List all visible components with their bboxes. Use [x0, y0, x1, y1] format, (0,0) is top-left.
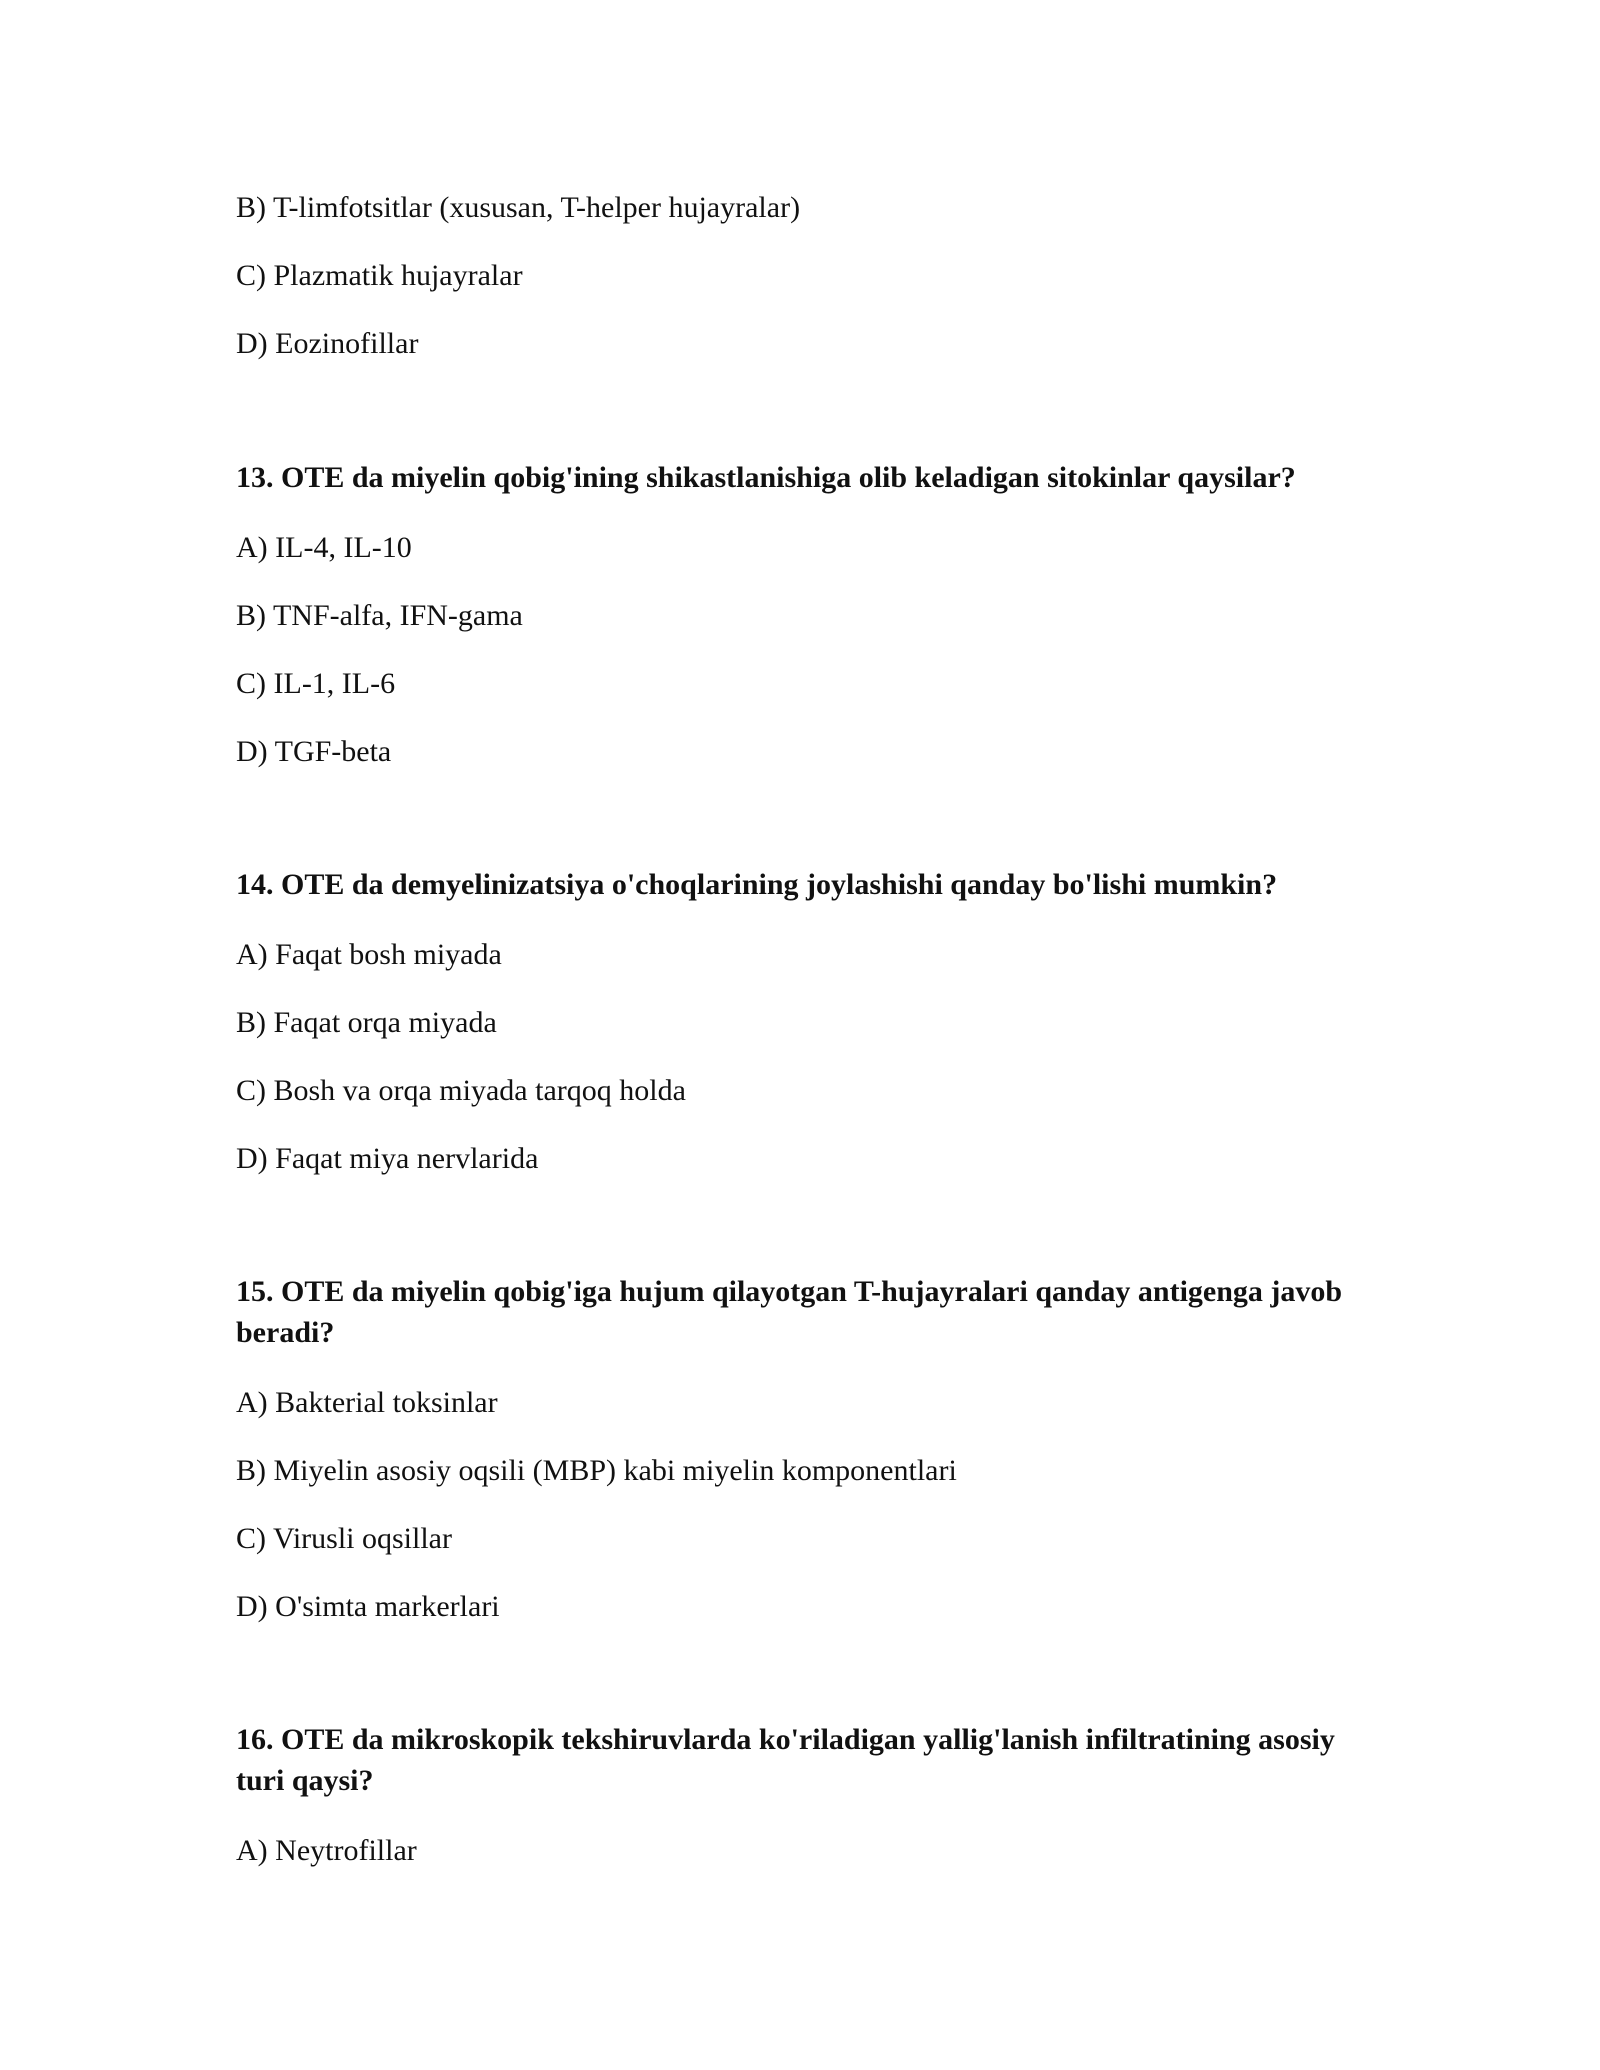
option-b: B) TNF-alfa, IFN-gama — [236, 599, 523, 632]
question-13: 13. OTE da miyelin qobig'ining shikastlanishiga olib keladigan sitokinlar qaysilar? — [236, 461, 1296, 494]
option-c: C) IL-1, IL-6 — [236, 667, 396, 700]
question-16: 16. OTE da mikroskopik tekshiruvlarda ko'riladigan yallig'lanish infiltratining asosiy turi qaysi? — [236, 1723, 1335, 1797]
option-a: A) Bakterial toksinlar — [236, 1386, 498, 1419]
option-d: D) Faqat miya nervlarida — [236, 1142, 539, 1175]
option-c: C) Plazmatik hujayralar — [236, 259, 523, 292]
option-a: A) Faqat bosh miyada — [236, 938, 502, 971]
option-a: A) IL-4, IL-10 — [236, 531, 412, 564]
option-a: A) Neytrofillar — [236, 1834, 417, 1867]
option-b: B) Faqat orqa miyada — [236, 1006, 497, 1039]
option-d: D) Eozinofillar — [236, 327, 419, 360]
option-b: B) Miyelin asosiy oqsili (MBP) kabi miyelin komponentlari — [236, 1454, 957, 1487]
option-d: D) O'simta markerlari — [236, 1590, 500, 1623]
option-b: B) T-limfotsitlar (xususan, T-helper hujayralar) — [236, 191, 801, 224]
option-d: D) TGF-beta — [236, 735, 392, 768]
question-15: 15. OTE da miyelin qobig'iga hujum qilayotgan T-hujayralari qanday antigenga javob beradi? — [236, 1275, 1343, 1349]
option-c: C) Virusli oqsillar — [236, 1522, 452, 1555]
question-14: 14. OTE da demyelinizatsiya o'choqlarining joylashishi qanday bo'lishi mumkin? — [236, 868, 1278, 901]
option-c: C) Bosh va orqa miyada tarqoq holda — [236, 1074, 686, 1107]
